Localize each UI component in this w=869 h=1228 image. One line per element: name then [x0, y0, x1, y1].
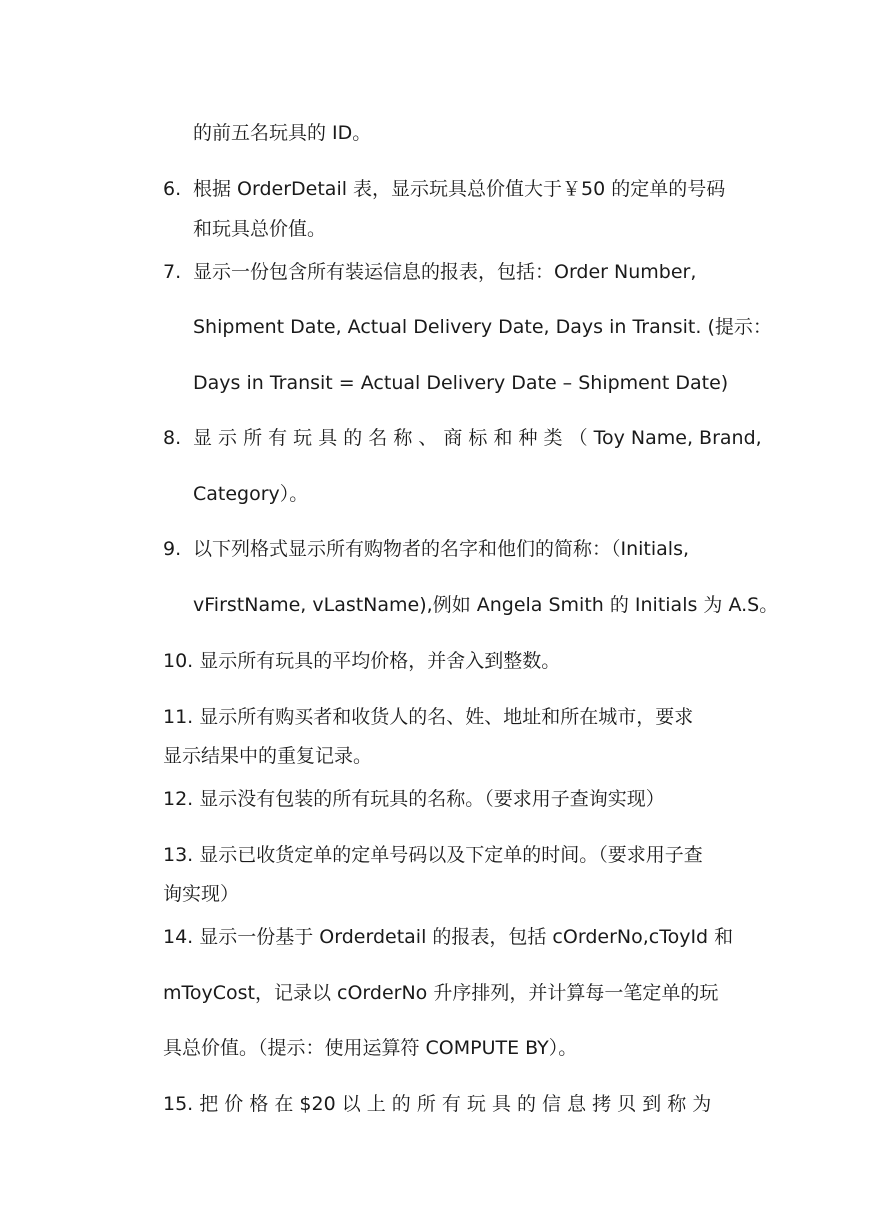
- text-line: Days in Transit = Actual Delivery Date – Shipment Date): [193, 372, 729, 394]
- text-line: 询实现）: [163, 883, 240, 905]
- text-line: 显示一份包含所有装运信息的报表，包括：Order Number,: [193, 261, 697, 283]
- item-number: 9.: [163, 538, 182, 560]
- text-line: 15. 把 价 格 在 $20 以 上 的 所 有 玩 具 的 信 息 拷 贝 到 称 为: [163, 1093, 712, 1115]
- item-number: 8.: [163, 427, 182, 449]
- text-line: 以下列格式显示所有购物者的名字和他们的简称：（Initials,: [193, 538, 690, 560]
- text-line: 和玩具总价值。: [193, 218, 327, 240]
- item-number: 7.: [163, 261, 182, 283]
- text-line: 13. 显示已收货定单的定单号码以及下定单的时间。（要求用子查: [163, 844, 703, 866]
- text-line: 显示结果中的重复记录。: [163, 745, 373, 767]
- text-line: 根据 OrderDetail 表，显示玩具总价值大于￥50 的定单的号码: [193, 178, 726, 200]
- text-line: Shipment Date, Actual Delivery Date, Days in Transit. (提示：: [193, 316, 772, 338]
- text-line: 10. 显示所有玩具的平均价格，并舍入到整数。: [163, 650, 561, 672]
- text-line: 12. 显示没有包装的所有玩具的名称。（要求用子查询实现）: [163, 788, 665, 810]
- text-line: 显 示 所 有 玩 具 的 名 称 、 商 标 和 种 类 （ Toy Name, Brand,: [193, 427, 762, 449]
- text-line: 的前五名玩具的 ID。: [193, 122, 372, 144]
- text-line: mToyCost，记录以 cOrderNo 升序排列，并计算每一笔定单的玩: [163, 982, 719, 1004]
- item-number: 6.: [163, 178, 182, 200]
- text-line: 具总价值。（提示：使用运算符 COMPUTE BY）。: [163, 1037, 578, 1059]
- text-line: vFirstName, vLastName),例如 Angela Smith 的 Initials 为 A.S。: [193, 594, 779, 616]
- text-line: 14. 显示一份基于 Orderdetail 的报表，包括 cOrderNo,cToyId 和: [163, 926, 734, 948]
- text-line: 11. 显示所有购买者和收货人的名、姓、地址和所在城市，要求: [163, 706, 694, 728]
- text-line: Category）。: [193, 483, 309, 505]
